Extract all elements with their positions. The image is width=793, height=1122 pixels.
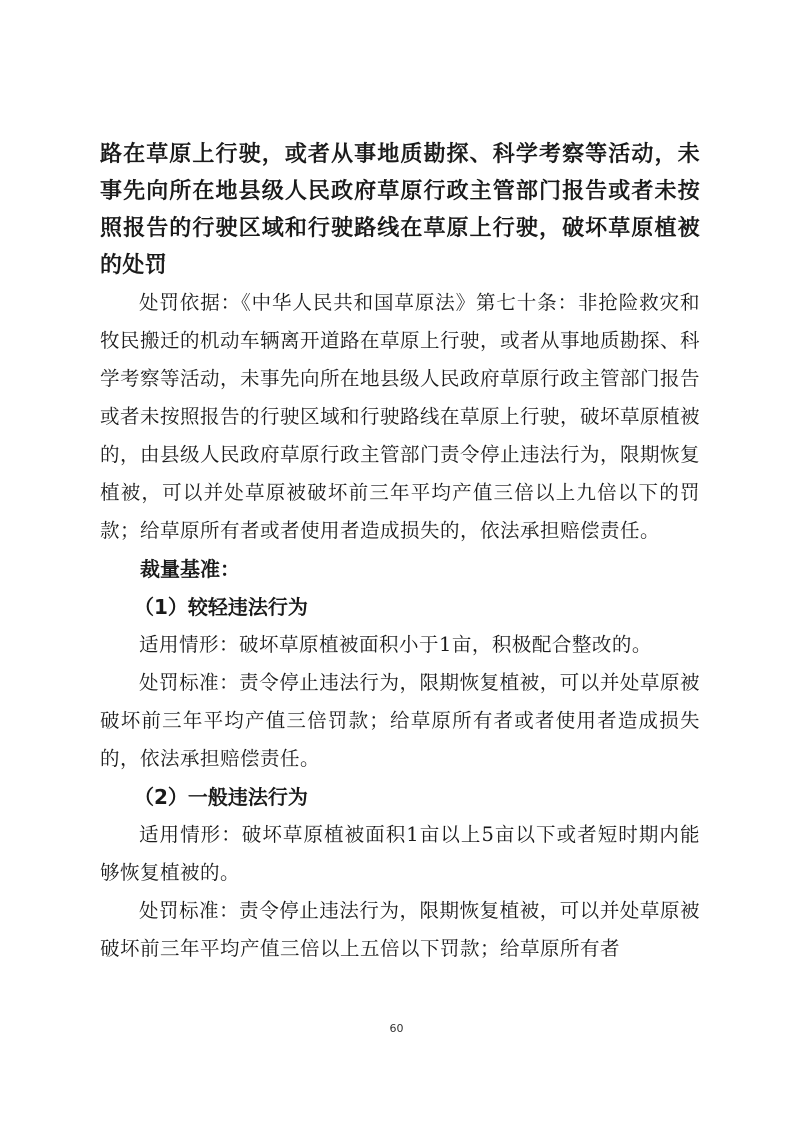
level-2-penalty: 处罚标准：责令停止违法行为，限期恢复植被，可以并处草原被破坏前三年平均产值三倍以上五倍以下罚款；给草原所有者 [100,899,700,960]
level-1-situation: 适用情形：破坏草原植被面积小于1亩，积极配合整改的。 [139,633,652,656]
level-2-situation: 适用情形：破坏草原植被面积1亩以上5亩以下或者短时期内能够恢复植被的。 [100,823,700,884]
section-title: 路在草原上行驶，或者从事地质勘探、科学考察等活动，未事先向所在地县级人民政府草原行政主管部门报告或者未按照报告的行驶区域和行驶路线在草原上行驶，破坏草原植被的处罚 [100,142,700,278]
page-number: 60 [389,1022,404,1035]
level-1-penalty: 处罚标准：责令停止违法行为，限期恢复植被，可以并处草原被破坏前三年平均产值三倍罚款；给草原所有者或者使用者造成损失的，依法承担赔偿责任。 [100,671,700,770]
level-1-heading: （1）较轻违法行为 [134,595,308,619]
level-2-heading: （2）一般违法行为 [134,785,308,809]
standard-heading: 裁量基准： [140,557,240,581]
penalty-basis-paragraph: 处罚依据：《中华人民共和国草原法》第七十条：非抢险救灾和牧民搬迁的机动车辆离开道路在草原上行驶，或者从事地质勘探、科学考察等活动，未事先向所在地县级人民政府草原行政主管部门报告或者未按照报告的行驶区域和行驶路线在草原上行驶，破坏草原植被的，由县级人民政府草原行政主管部门责令停止违法行为，限期恢复植被，可以并处草原被破坏前三年平均产值三倍以上九倍以下的罚款；给草原所有者或者使用者造成损失的，依法承担赔偿责任。 [100,291,701,542]
document-body [100,136,700,968]
